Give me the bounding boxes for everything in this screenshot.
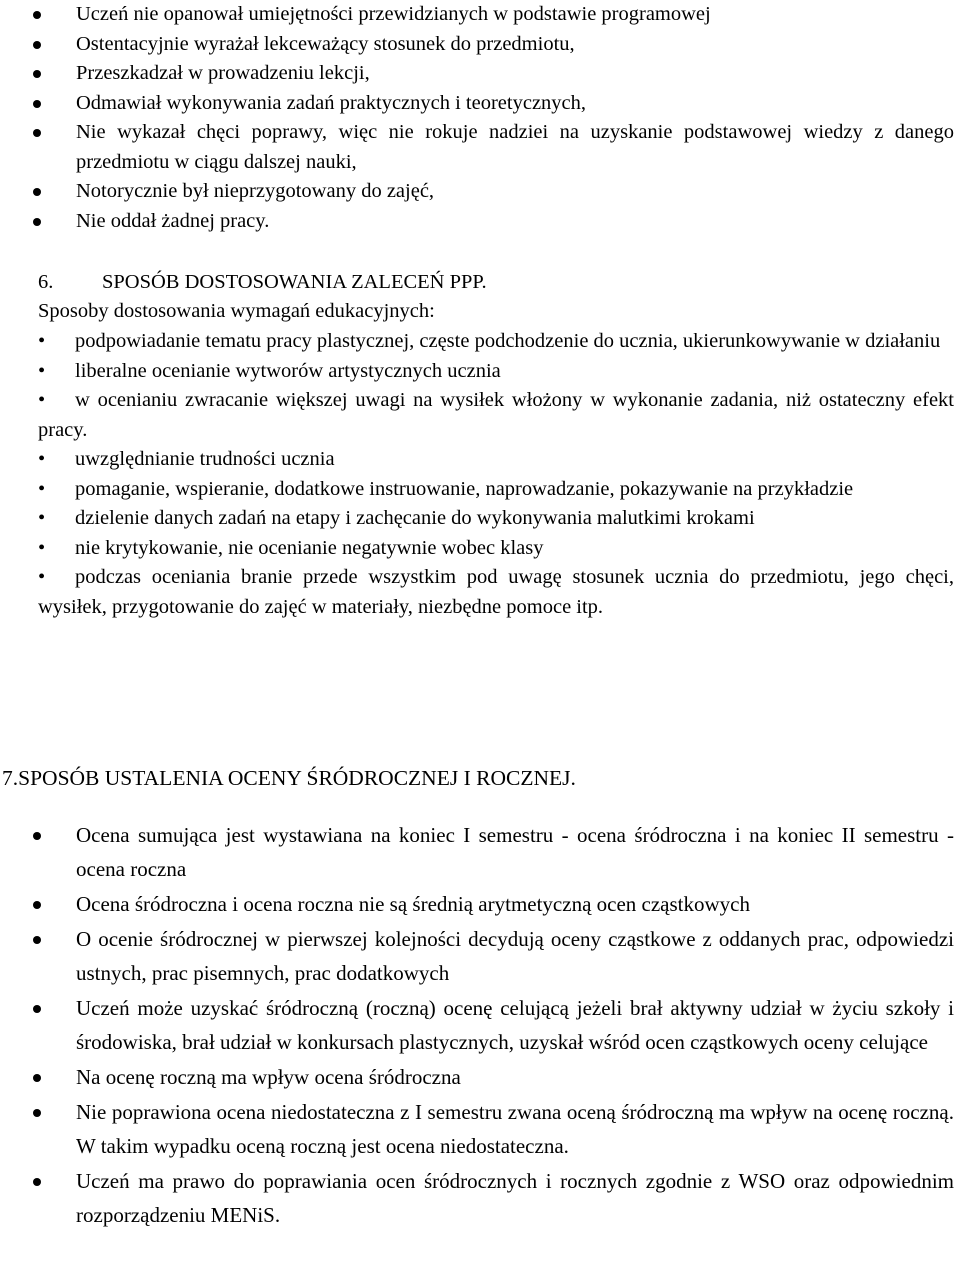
list-item: Ocena sumująca jest wystawiana na koniec I semestru - ocena śródroczna i na koniec II semestru - ocena roczna — [0, 818, 960, 886]
list-item: • liberalne ocenianie wytworów artystycznych ucznia — [38, 357, 954, 387]
list-item: • podpowiadanie tematu pracy plastycznej, częste podchodzenie do ucznia, ukierunkowywanie w działaniu — [38, 327, 954, 357]
bullet-icon — [33, 1178, 41, 1186]
bullet-icon: • — [38, 566, 46, 588]
bullet-icon: • — [38, 389, 46, 411]
bullet-icon — [33, 41, 41, 49]
bullet-icon — [33, 129, 41, 137]
section-title: SPOSÓB DOSTOSOWANIA ZALECEŃ PPP. — [102, 271, 487, 293]
list-item: • uwzględnianie trudności ucznia — [38, 445, 954, 475]
bullet-icon — [33, 832, 41, 840]
list-item: Uczeń ma prawo do poprawiania ocen śródrocznych i rocznych zgodnie z WSO oraz odpowiednim rozporządzeniu MENiS. — [0, 1164, 960, 1232]
list-item: Uczeń może uzyskać śródroczną (roczną) ocenę celującą jeżeli brał aktywny udział w życiu szkoły i środowiska, brał udział w konkursach plastycznych, uzyskał wśród ocen cząstkowych oceny celujące — [0, 991, 960, 1059]
list-item: Uczeń nie opanował umiejętności przewidzianych w podstawie programowej — [0, 0, 960, 30]
bullet-icon — [33, 11, 41, 19]
section-6-heading — [38, 268, 487, 297]
bullet-icon: • — [38, 448, 46, 470]
adaptation-methods-list — [38, 327, 954, 622]
section-number: 6. — [38, 271, 54, 293]
list-item: • dzielenie danych zadań na etapy i zachęcanie do wykonywania malutkimi krokami — [38, 504, 954, 534]
list-item: • pomaganie, wspieranie, dodatkowe instruowanie, naprowadzanie, pokazywanie na przykładzie — [38, 475, 954, 505]
bullet-icon — [33, 1074, 41, 1082]
bullet-icon — [33, 218, 41, 226]
bullet-icon — [33, 70, 41, 78]
grading-rules-list — [0, 818, 960, 1233]
list-item: Przeszkadzał w prowadzeniu lekcji, — [0, 59, 960, 89]
bullet-icon — [33, 188, 41, 196]
bullet-icon — [33, 936, 41, 944]
list-item: Ocena śródroczna i ocena roczna nie są średnią arytmetyczną ocen cząstkowych — [0, 887, 960, 921]
list-item: Nie oddał żadnej pracy. — [0, 207, 960, 237]
section-7-heading: 7.SPOSÓB USTALENIA OCENY ŚRÓDROCZNEJ I ROCZNEJ. — [2, 766, 576, 790]
bullet-icon: • — [38, 359, 46, 382]
bullet-icon: • — [38, 507, 46, 529]
bullet-icon — [33, 901, 41, 909]
list-item: Na ocenę roczną ma wpływ ocena śródroczna — [0, 1060, 960, 1094]
bullet-icon — [33, 100, 41, 108]
list-item: Notorycznie był nieprzygotowany do zajęć, — [0, 177, 960, 207]
list-item: • podczas oceniania branie przede wszystkim pod uwagę stosunek ucznia do przedmiotu, jego chęci, wysiłek, przygotowanie do zajęć w materiały, niezbędne pomoce itp. — [38, 563, 954, 622]
list-item: Ostentacyjnie wyrażał lekceważący stosunek do przedmiotu, — [0, 30, 960, 60]
bullet-icon — [33, 1005, 41, 1013]
bullet-icon — [33, 1109, 41, 1117]
list-item: Nie poprawiona ocena niedostateczna z I semestru zwana oceną śródroczną ma wpływ na ocenę roczną. W takim wypadku oceną roczną jest ocena niedostateczna. — [0, 1095, 960, 1163]
failing-grade-criteria-list — [0, 0, 960, 236]
bullet-icon: • — [38, 330, 46, 352]
bullet-icon: • — [38, 477, 46, 500]
list-item: • nie krytykowanie, nie ocenianie negatywnie wobec klasy — [38, 534, 954, 564]
list-item: Odmawiał wykonywania zadań praktycznych i teoretycznych, — [0, 89, 960, 119]
list-item: • w ocenianiu zwracanie większej uwagi na wysiłek włożony w wykonanie zadania, niż ostateczny efekt pracy. — [38, 386, 954, 445]
bullet-icon: • — [38, 536, 46, 559]
section-6-intro: Sposoby dostosowania wymagań edukacyjnych: — [38, 300, 435, 322]
list-item: O ocenie śródrocznej w pierwszej kolejności decydują oceny cząstkowe z oddanych prac, odpowiedzi ustnych, prac pisemnych, prac dodatkowych — [0, 922, 960, 990]
list-item: Nie wykazał chęci poprawy, więc nie rokuje nadziei na uzyskanie podstawowej wiedzy z danego przedmiotu w ciągu dalszej nauki, — [0, 118, 960, 177]
